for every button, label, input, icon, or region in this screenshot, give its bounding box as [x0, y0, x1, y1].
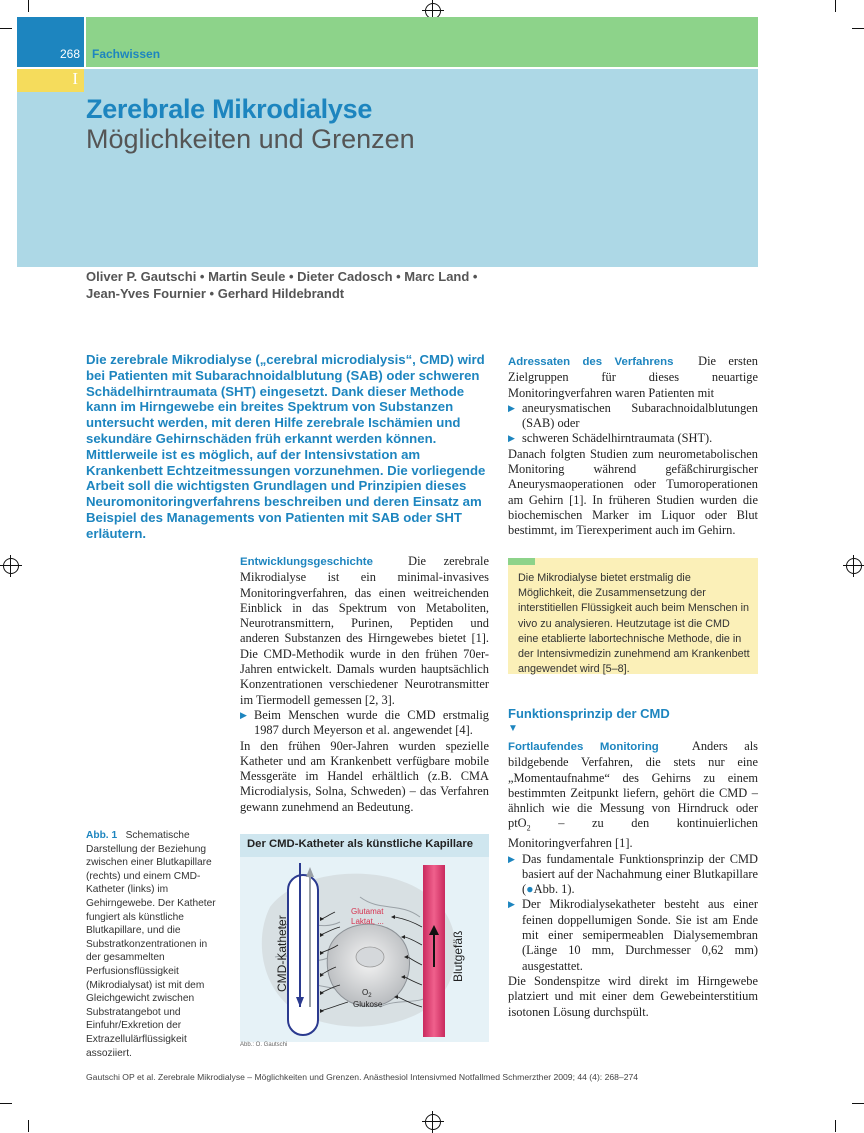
catheter-diagram	[240, 857, 489, 1042]
laktat-label: Laktat, ...	[351, 917, 384, 926]
author-line: Oliver P. Gautschi • Martin Seule • Dieter Cadosch • Marc Land •	[86, 269, 478, 284]
registration-mark	[846, 558, 862, 574]
paragraph: Danach folgten Studien zum neurometabolischen Monitoring während gefäßchirurgischer Aneurysmaoperationen oder Tumoroperationen am Gehirn [1]. In früheren Studien wurden die biochemischen Marker im Liquor oder Blut bestimmt, im Tierexperiment auch im Gehirn.	[508, 446, 758, 538]
bullet-triangle-icon: ▶	[508, 853, 515, 864]
page-footer-citation: Gautschi OP et al. Zerebrale Mikrodialyse – Möglichkeiten und Grenzen. Anästhesiol Intensivmed Notfallmed Schmerzther 2009; 44 (4): 268–274	[86, 1072, 639, 1082]
paragraph: Die ersten Zielgruppen für dieses neuartige Monitoringverfahren waren Patienten mit	[508, 354, 758, 400]
entwicklung-heading: Entwicklungsgeschichte	[240, 556, 373, 568]
crop-mark	[852, 1103, 864, 1104]
adressaten-section	[508, 354, 758, 539]
bullet-triangle-icon: ▶	[508, 433, 515, 444]
crop-mark	[835, 1120, 836, 1132]
section-heading: Funktionsprinzip der CMD	[508, 706, 670, 721]
bullet-triangle-icon: ▶	[508, 899, 515, 910]
list-item: ▶ Der Mikrodialysekatheter besteht aus einer feinen doppellumigen Sonde. Sie ist am Ende mit einer semipermeablen Dialysemembran (Länge 10 mm, Durchmesser 0,62 mm) ausgestattet.	[508, 897, 758, 973]
figure-illustration	[240, 857, 489, 1042]
figure-credit: Abb.: O. Gautschi	[240, 1042, 288, 1048]
list-item: ▶ Das fundamentale Funktionsprinzip der CMD basiert auf der Nachahmung einer Blutkapillare (●Abb. 1).	[508, 851, 758, 897]
vessel-label: Blutgefäß	[451, 930, 465, 982]
author-list	[86, 268, 526, 302]
catheter-label: CMD-Katheter	[275, 915, 289, 992]
author-line: Jean-Yves Fournier • Gerhard Hildebrandt	[86, 286, 345, 301]
article-title: Zerebrale Mikrodialyse	[86, 94, 373, 124]
funktion-heading: Fortlaufendes Monitoring	[508, 741, 659, 753]
figure-ref-icon: ●	[526, 882, 534, 897]
page-number: 268	[59, 47, 80, 61]
paragraph: In den frühen 90er-Jahren wurden spezielle Katheter und am Krankenbett verfügbare mobile Messgeräte im Handel erhältlich (z.B. CMA Microdialysis, Solna, Schweden) – das Verfahren gewann zunehmend an Bedeutung.	[240, 738, 489, 814]
figure-title: Der CMD-Katheter als künstliche Kapillare	[247, 838, 474, 850]
bullet-triangle-icon: ▶	[508, 402, 515, 413]
crop-mark	[0, 1103, 12, 1104]
crop-mark	[28, 0, 29, 12]
list-item: ▶ aneurysmatischen Subarachnoidalblutungen (SAB) oder	[508, 400, 758, 431]
part-marker: I	[72, 69, 78, 88]
key-point-tab	[508, 558, 535, 565]
list-item: ▶ schweren Schädelhirntraumata (SHT).	[508, 431, 713, 446]
paragraph: Die zerebrale Mikrodialyse ist ein minimal-invasives Monitoringverfahren, das einen weitreichenden Einblick in das Spektrum von Metaboliten, Neurotransmittern, Purinen, Peptiden und anderen Substanzen des Hirngewebes bietet [1]. Die CMD-Methodik wurde in den frühen 70er-Jahren entwickelt. Damals wurden hauptsächlich Konzentrationen verschiedener Neurotransmitter im Tiermodell gemessen [2, 3].	[240, 554, 489, 707]
bullet-triangle-icon: ▶	[240, 709, 247, 720]
key-point-text: Die Mikrodialyse bietet erstmalig die Möglichkeit, die Zusammensetzung der interstitiellen Flüssigkeit auch beim Menschen in vivo zu analysieren. Heutzutage ist die CMD eine etablierte labortechnische Methode, die in der Intensivmedizin zunehmend am Krankenbett angewendet wird [5–8].	[518, 572, 750, 676]
crop-mark	[852, 28, 864, 29]
crop-mark	[835, 0, 836, 12]
header-section-bar	[86, 17, 758, 67]
list-item: ▶ Beim Menschen wurde die CMD erstmalig 1987 durch Meyerson et al. angewendet [4].	[240, 707, 489, 738]
glukose-label: Glukose	[353, 1000, 383, 1009]
figure-reference-link[interactable]: Abb. 1	[533, 882, 568, 897]
glutamat-label: Glutamat	[351, 907, 384, 916]
crop-mark	[28, 1120, 29, 1132]
paragraph: Die Sondenspitze wird direkt im Hirngewebe platziert und mit einer dem Gewebeinterstitium isotonen Lösung durchspült.	[508, 973, 758, 1019]
crop-mark	[0, 28, 12, 29]
funktion-section: Fortlaufendes Monitoring Anders als bildgebende Verfahren, die stets nur eine „Momentaufnahme“ des Gehirns zu einem bestimmten Zeitpunkt liefern, gehört die CMD – ähnlich wie die Messung von Hirndruck oder ptO$_2$ – zu den kontinuierlichen Monitoringverfahren [1]. ▶ Das fundamentale Funktionsprinzip der CMD basiert auf der Nachahmung einer Blutkapillare (●Abb. 1). ▶ Der Mikrodialysekatheter besteht aus einer feinen doppellumigen Sonde. Sie ist am Ende mit einer semipermeablen Dialysemembran (Länge 10 mm, Durchmesser 0,62 mm) ausgestattet. Die Sondenspitze wird direkt im Hirngewebe platziert und mit einer dem Gewebeinterstitium isotonen Lösung durchspült.	[508, 739, 758, 1019]
registration-mark	[425, 1114, 441, 1130]
figure-caption: Abb. 1 Schematische Darstellung der Beziehung zwischen einer Blutkapillare (rechts) und einem CMD-Katheter (links) im Gehirngewebe. Der Katheter fungiert als künstliche Blutkapillare, und die Substratkonzentrationen in der gesammelten Perfusionsflüssigkeit (Mikrodialysat) ist mit dem Gleichgewicht zwischen Substratangebot und Einfuhr/Exkretion der Extrazellulärflüssigkeit assoziiert.	[86, 830, 216, 1059]
o2-label: $O_2$	[362, 988, 372, 999]
registration-mark	[3, 558, 19, 574]
section-label: Fachwissen	[92, 47, 161, 61]
adressaten-heading: Adressaten des Verfahrens	[508, 356, 674, 368]
down-arrow-icon: ▼	[508, 723, 518, 734]
figure-label: Abb. 1	[86, 830, 118, 841]
entwicklung-section	[240, 554, 489, 815]
article-subtitle: Möglichkeiten und Grenzen	[86, 124, 415, 154]
abstract: Die zerebrale Mikrodialyse („cerebral microdialysis“, CMD) wird bei Patienten mit Subarachnoidalblutung (SAB) oder schweren Schädelhirntraumata (SHT) eingesetzt. Dank dieser Methode kann im Hirngewebe ein breites Spektrum von Substanzen untersucht werden, mit deren Hilfe zerebrale Ischämien und sekundäre Gehirnschäden früh erkannt werden können. Mittlerweile ist es möglich, auf der Intensivstation am Krankenbett Echtzeitmessungen vorzunehmen. Die vorliegende Arbeit soll die wichtigsten Grundlagen und Prinzipien dieses Neuromonitoringverfahrens beschreiben und deren Einsatz am Beispiel des Managements von Patienten mit SAB oder SHT erläutern.	[86, 352, 486, 541]
